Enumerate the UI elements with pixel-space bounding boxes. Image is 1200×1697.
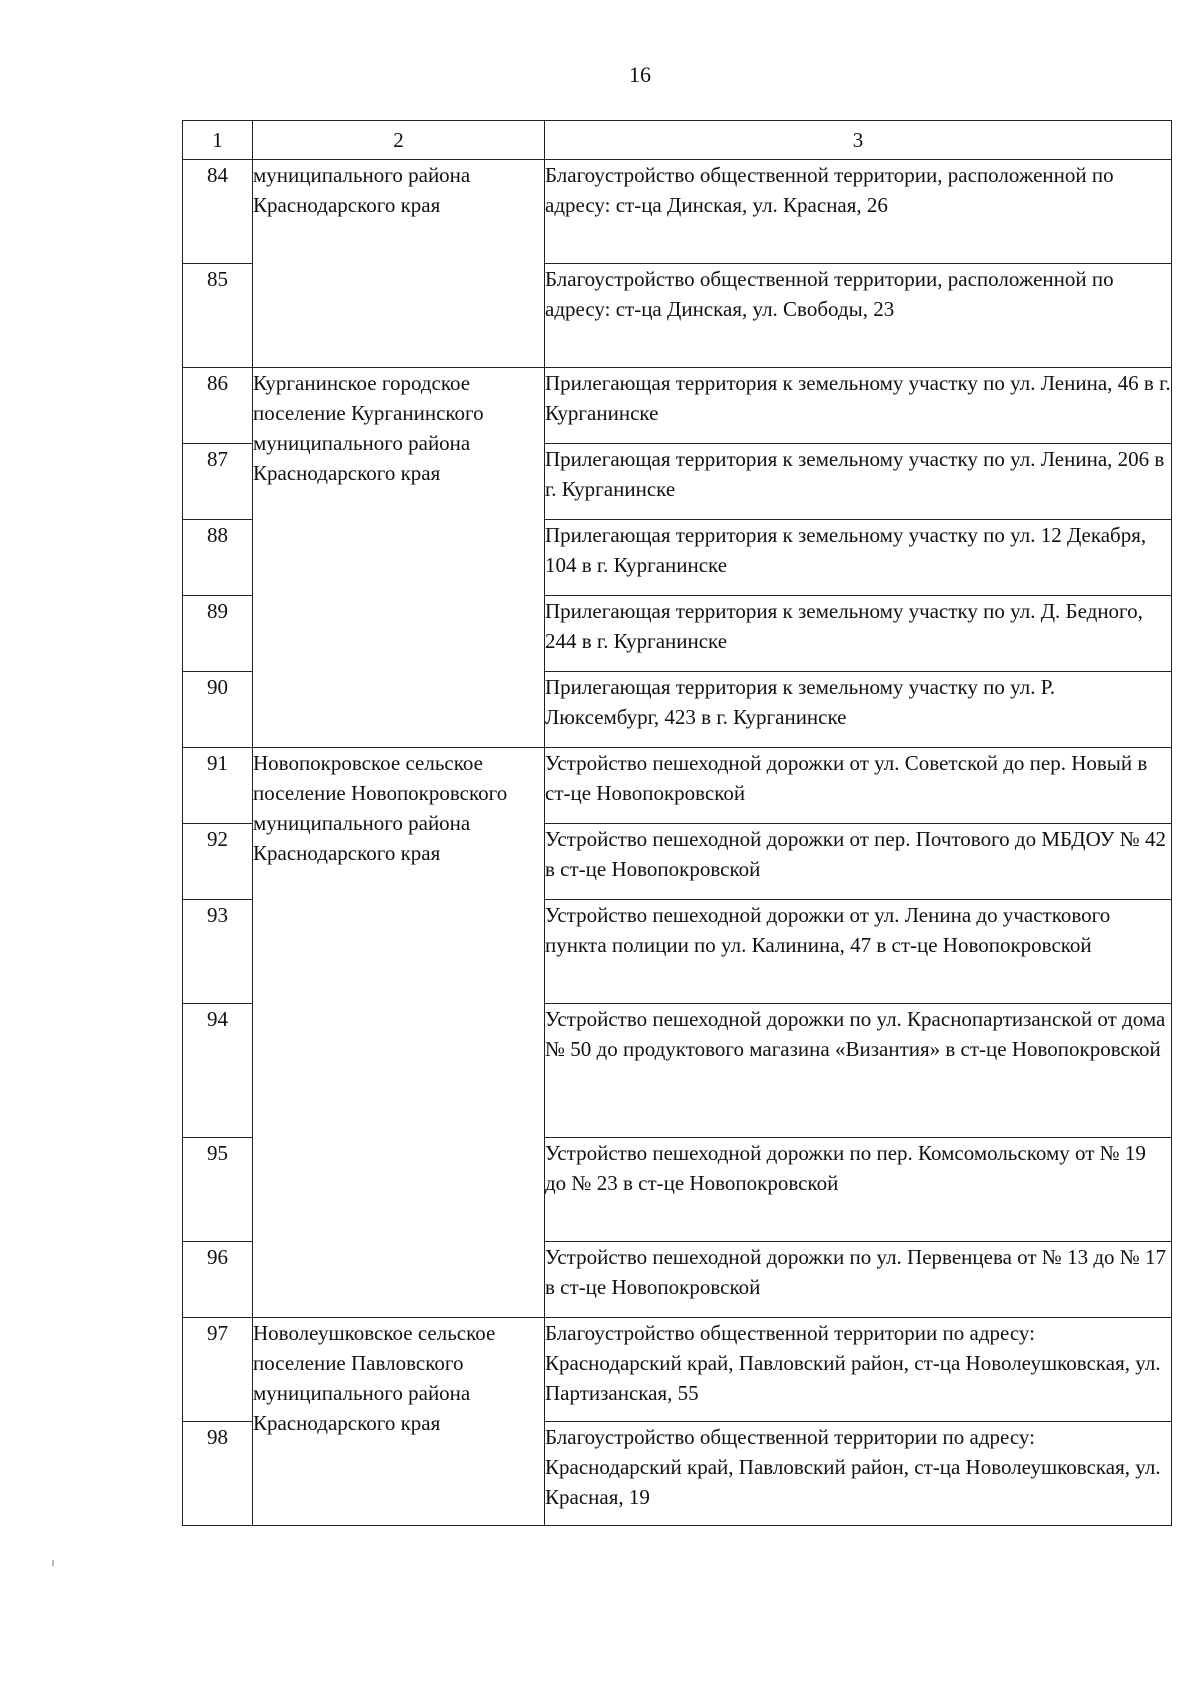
row-number: 91 [183,748,253,824]
scan-mark [52,1560,54,1566]
table-row [183,160,1172,264]
municipality-cell: Новопокровское сельское поселение Новопокровского муниципального района Краснодарского края [253,748,545,1318]
description-cell: Устройство пешеходной дорожки по ул. Первенцева от № 13 до № 17 в ст-це Новопокровской [545,1242,1172,1318]
row-number: 92 [183,824,253,900]
description-cell: Прилегающая территория к земельному участку по ул. 12 Декабря, 104 в г. Курганинске [545,520,1172,596]
row-number: 94 [183,1004,253,1138]
page-number: 16 [629,62,651,87]
row-number: 88 [183,520,253,596]
row-number: 98 [183,1422,253,1526]
description-cell: Прилегающая территория к земельному участку по ул. Ленина, 206 в г. Курганинске [545,444,1172,520]
row-number: 95 [183,1138,253,1242]
description-cell: Прилегающая территория к земельному участку по ул. Д. Бедного, 244 в г. Курганинске [545,596,1172,672]
description-cell: Благоустройство общественной территории, расположенной по адресу: ст-ца Динская, ул. Красная, 26 [545,160,1172,264]
row-number: 97 [183,1318,253,1422]
row-number: 89 [183,596,253,672]
description-cell: Устройство пешеходной дорожки по ул. Краснопартизанской от дома № 50 до продуктового магазина «Византия» в ст-це Новопокровской [545,1004,1172,1138]
table-header-row [183,121,1172,160]
description-cell: Устройство пешеходной дорожки от пер. Почтового до МБДОУ № 42 в ст-це Новопокровской [545,824,1172,900]
description-cell: Прилегающая территория к земельному участку по ул. Р. Люксембург, 423 в г. Курганинске [545,672,1172,748]
row-number: 96 [183,1242,253,1318]
header-col-2: 2 [253,121,545,160]
row-number: 87 [183,444,253,520]
description-cell: Прилегающая территория к земельному участку по ул. Ленина, 46 в г. Курганинске [545,368,1172,444]
document-table [182,120,1172,1526]
municipality-cell: Курганинское городское поселение Курганинского муниципального района Краснодарского края [253,368,545,748]
description-cell: Устройство пешеходной дорожки от ул. Ленина до участкового пункта полиции по ул. Калинина, 47 в ст-це Новопокровской [545,900,1172,1004]
description-cell: Устройство пешеходной дорожки от ул. Советской до пер. Новый в ст-це Новопокровской [545,748,1172,824]
header-col-3: 3 [545,121,1172,160]
row-number: 90 [183,672,253,748]
row-number: 85 [183,264,253,368]
row-number: 84 [183,160,253,264]
table-row [183,748,1172,824]
header-col-1: 1 [183,121,253,160]
municipality-cell: Новолеушковское сельское поселение Павловского муниципального района Краснодарского края [253,1318,545,1526]
description-cell: Устройство пешеходной дорожки по пер. Комсомольскому от № 19 до № 23 в ст-це Новопокровской [545,1138,1172,1242]
table-row [183,368,1172,444]
row-number: 86 [183,368,253,444]
table-row [183,1318,1172,1422]
description-cell: Благоустройство общественной территории по адресу: Краснодарский край, Павловский район, ст-ца Новолеушковская, ул. Партизанская, 55 [545,1318,1172,1422]
municipality-cell: муниципального района Краснодарского края [253,160,545,368]
description-cell: Благоустройство общественной территории, расположенной по адресу: ст-ца Динская, ул. Свободы, 23 [545,264,1172,368]
description-cell: Благоустройство общественной территории по адресу: Краснодарский край, Павловский район, ст-ца Новолеушковская, ул. Красная, 19 [545,1422,1172,1526]
row-number: 93 [183,900,253,1004]
